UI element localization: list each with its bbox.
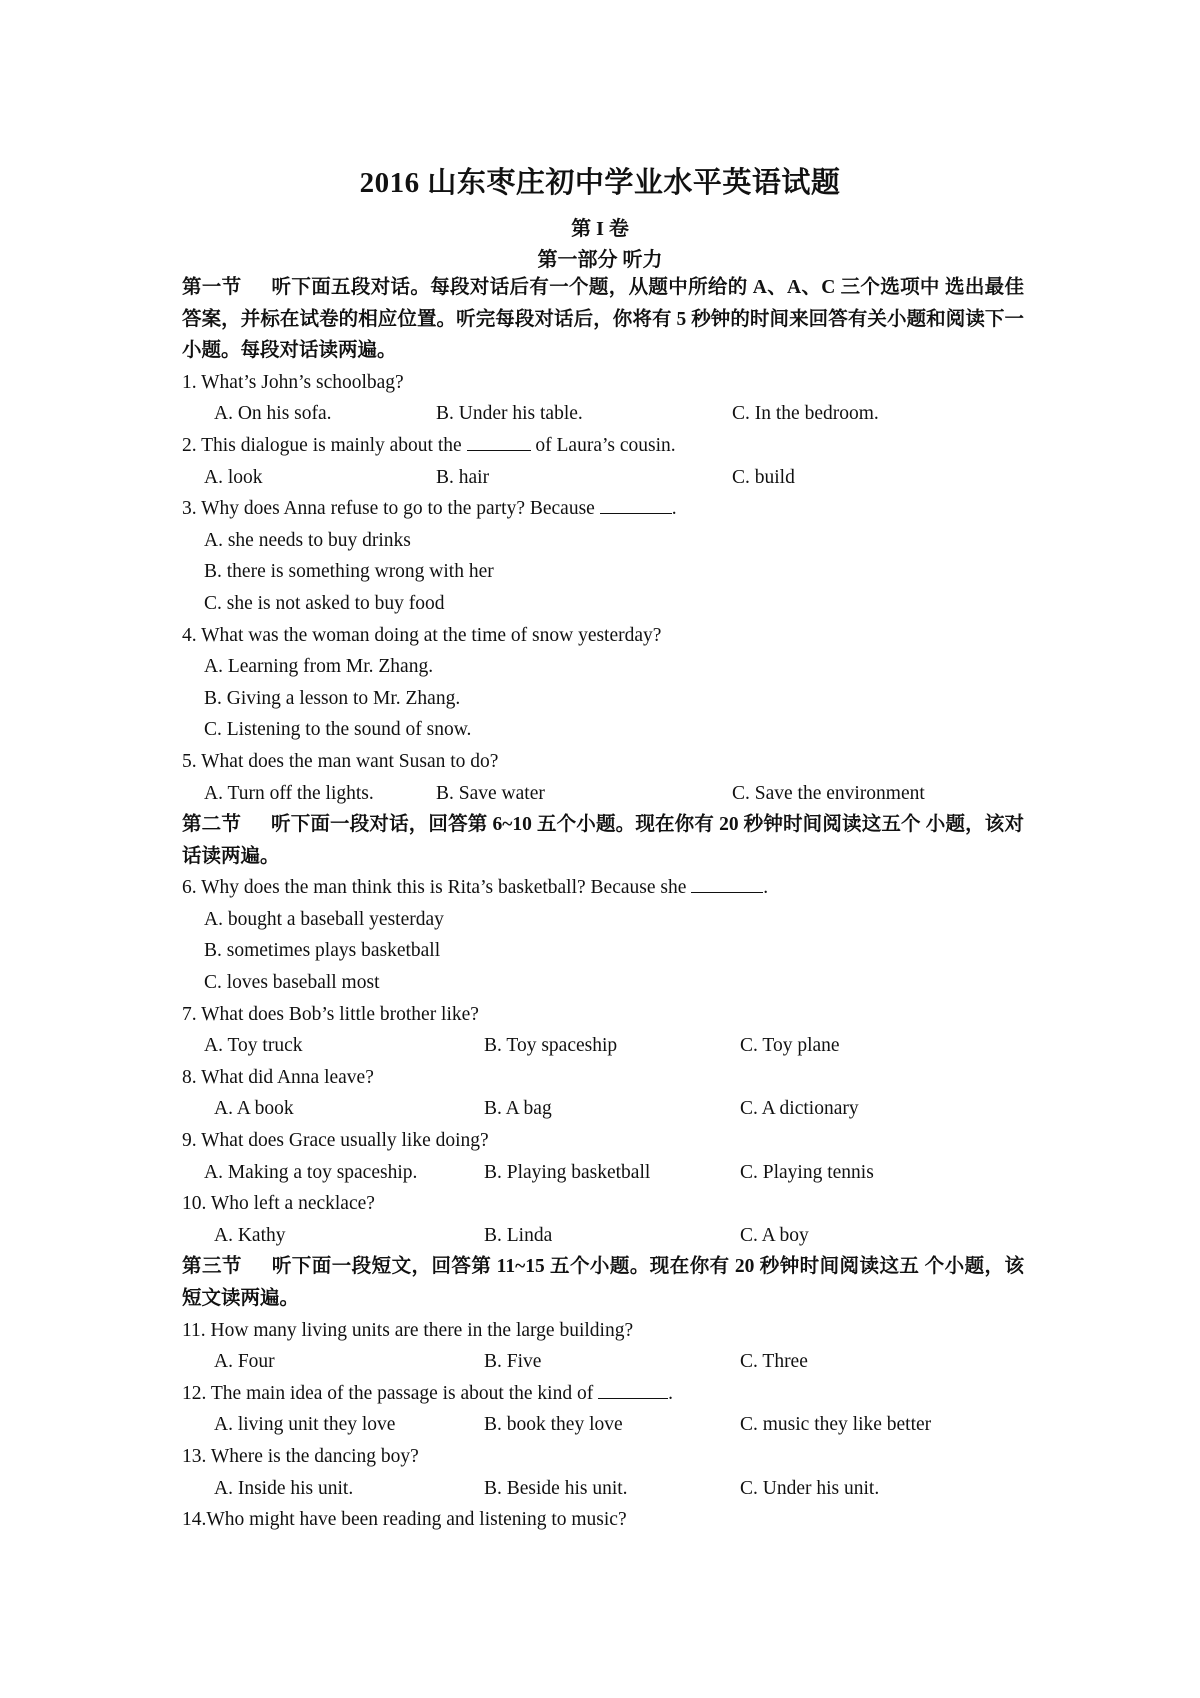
option-b: B. Linda — [484, 1224, 553, 1246]
option-c: C. loves baseball most — [204, 972, 380, 994]
page-title: 2016 山东枣庄初中学业水平英语试题 — [359, 167, 841, 199]
section-label: 第三节 — [182, 1256, 242, 1278]
section-text: 听下面一段对话，回答第 6~10 五个小题。现在你有 20 秒钟时间阅读这五个 小题，该对话读两遍。 — [182, 814, 1024, 867]
section-3-instructions — [182, 1251, 1024, 1314]
option-c: C. Listening to the sound of snow. — [204, 719, 472, 741]
options-11 — [182, 1346, 1024, 1378]
answer-blank — [600, 493, 672, 514]
option-c: C. Toy plane — [740, 1035, 840, 1057]
answer-blank — [691, 872, 763, 893]
section-2-instructions — [182, 809, 1024, 872]
question-13: 13. Where is the dancing boy? — [182, 1445, 419, 1467]
question-10: 10. Who left a necklace? — [182, 1193, 375, 1215]
answer-blank — [598, 1378, 668, 1399]
options-2 — [182, 462, 1024, 494]
option-c: C. Three — [740, 1351, 808, 1373]
option-b: B. Giving a lesson to Mr. Zhang. — [204, 687, 461, 709]
section-text: 听下面五段对话。每段对话后有一个题，从题中所给的 A、A、C 三个选项中 选出最佳答案，并标在试卷的相应位置。听完每段对话后，你将有 5 秒钟的时间来回答有关小题和阅读下一小题。每段对话读两遍。 — [182, 277, 1024, 362]
option-c: C. music they like better — [740, 1414, 932, 1436]
question-7: 7. What does Bob’s little brother like? — [182, 1003, 479, 1025]
question-3: 3. Why does Anna refuse to go to the party? Because . — [182, 493, 1024, 525]
option-b: B. Beside his unit. — [484, 1477, 628, 1499]
option-b: B. Save water — [436, 782, 545, 804]
option-b: B. hair — [436, 466, 490, 488]
option-a: A. Turn off the lights. — [204, 782, 374, 804]
options-10 — [182, 1220, 1024, 1252]
exam-body — [182, 272, 1024, 1536]
question-11: 11. How many living units are there in the large building? — [182, 1319, 634, 1341]
option-a: A. A book — [214, 1098, 294, 1120]
part-heading: 第一部分 听力 — [537, 249, 663, 271]
option-a: A. bought a baseball yesterday — [204, 908, 444, 930]
section-text: 听下面一段短文，回答第 11~15 五个小题。现在你有 20 秒钟时间阅读这五 个小题，该短文读两遍。 — [182, 1256, 1024, 1309]
option-c: C. A dictionary — [740, 1098, 859, 1120]
question-6: 6. Why does the man think this is Rita’s basketball? Because she . — [182, 872, 1024, 904]
question-2: 2. This dialogue is mainly about the of Laura’s cousin. — [182, 430, 1024, 462]
options-8 — [182, 1093, 1024, 1125]
section-1-instructions — [182, 272, 1024, 367]
question-9: 9. What does Grace usually like doing? — [182, 1130, 489, 1152]
question-12: 12. The main idea of the passage is about the kind of . — [182, 1378, 1024, 1410]
options-7 — [182, 1030, 1024, 1062]
option-c: C. she is not asked to buy food — [204, 592, 445, 614]
option-b: B. Under his table. — [436, 403, 583, 425]
option-c: C. Under his unit. — [740, 1477, 880, 1499]
option-c: C. In the bedroom. — [732, 403, 879, 425]
option-c: C. A boy — [740, 1224, 809, 1246]
option-c: C. build — [732, 466, 795, 488]
option-a: A. Toy truck — [204, 1035, 303, 1057]
options-9 — [182, 1157, 1024, 1189]
option-b: B. Playing basketball — [484, 1161, 651, 1183]
option-a: A. Four — [214, 1351, 275, 1373]
question-5: 5. What does the man want Susan to do? — [182, 750, 499, 772]
section-label: 第二节 — [182, 814, 242, 836]
option-a: A. Making a toy spaceship. — [204, 1161, 418, 1183]
question-8: 8. What did Anna leave? — [182, 1066, 374, 1088]
question-1: 1. What’s John’s schoolbag? — [182, 371, 404, 393]
option-c: C. Save the environment — [732, 782, 925, 804]
answer-blank — [467, 430, 531, 451]
option-a: A. look — [204, 466, 263, 488]
option-a: A. Inside his unit. — [214, 1477, 354, 1499]
option-b: B. Five — [484, 1351, 542, 1373]
options-5 — [182, 778, 1024, 810]
option-b: B. sometimes plays basketball — [204, 940, 441, 962]
option-a: A. Kathy — [214, 1224, 286, 1246]
option-b: B. Toy spaceship — [484, 1035, 618, 1057]
option-c: C. Playing tennis — [740, 1161, 874, 1183]
option-b: B. there is something wrong with her — [204, 561, 494, 583]
option-a: A. she needs to buy drinks — [204, 529, 411, 551]
question-14: 14.Who might have been reading and listening to music? — [182, 1509, 627, 1531]
options-12 — [182, 1409, 1024, 1441]
options-1 — [182, 398, 1024, 430]
question-4: 4. What was the woman doing at the time of snow yesterday? — [182, 624, 662, 646]
option-a: A. Learning from Mr. Zhang. — [204, 656, 434, 678]
option-a: A. living unit they love — [214, 1414, 396, 1436]
option-b: B. book they love — [484, 1414, 623, 1436]
section-label: 第一节 — [182, 277, 242, 298]
option-b: B. A bag — [484, 1098, 552, 1120]
volume-heading: 第 I 卷 — [571, 218, 629, 240]
options-13 — [182, 1473, 1024, 1505]
option-a: A. On his sofa. — [214, 403, 332, 425]
